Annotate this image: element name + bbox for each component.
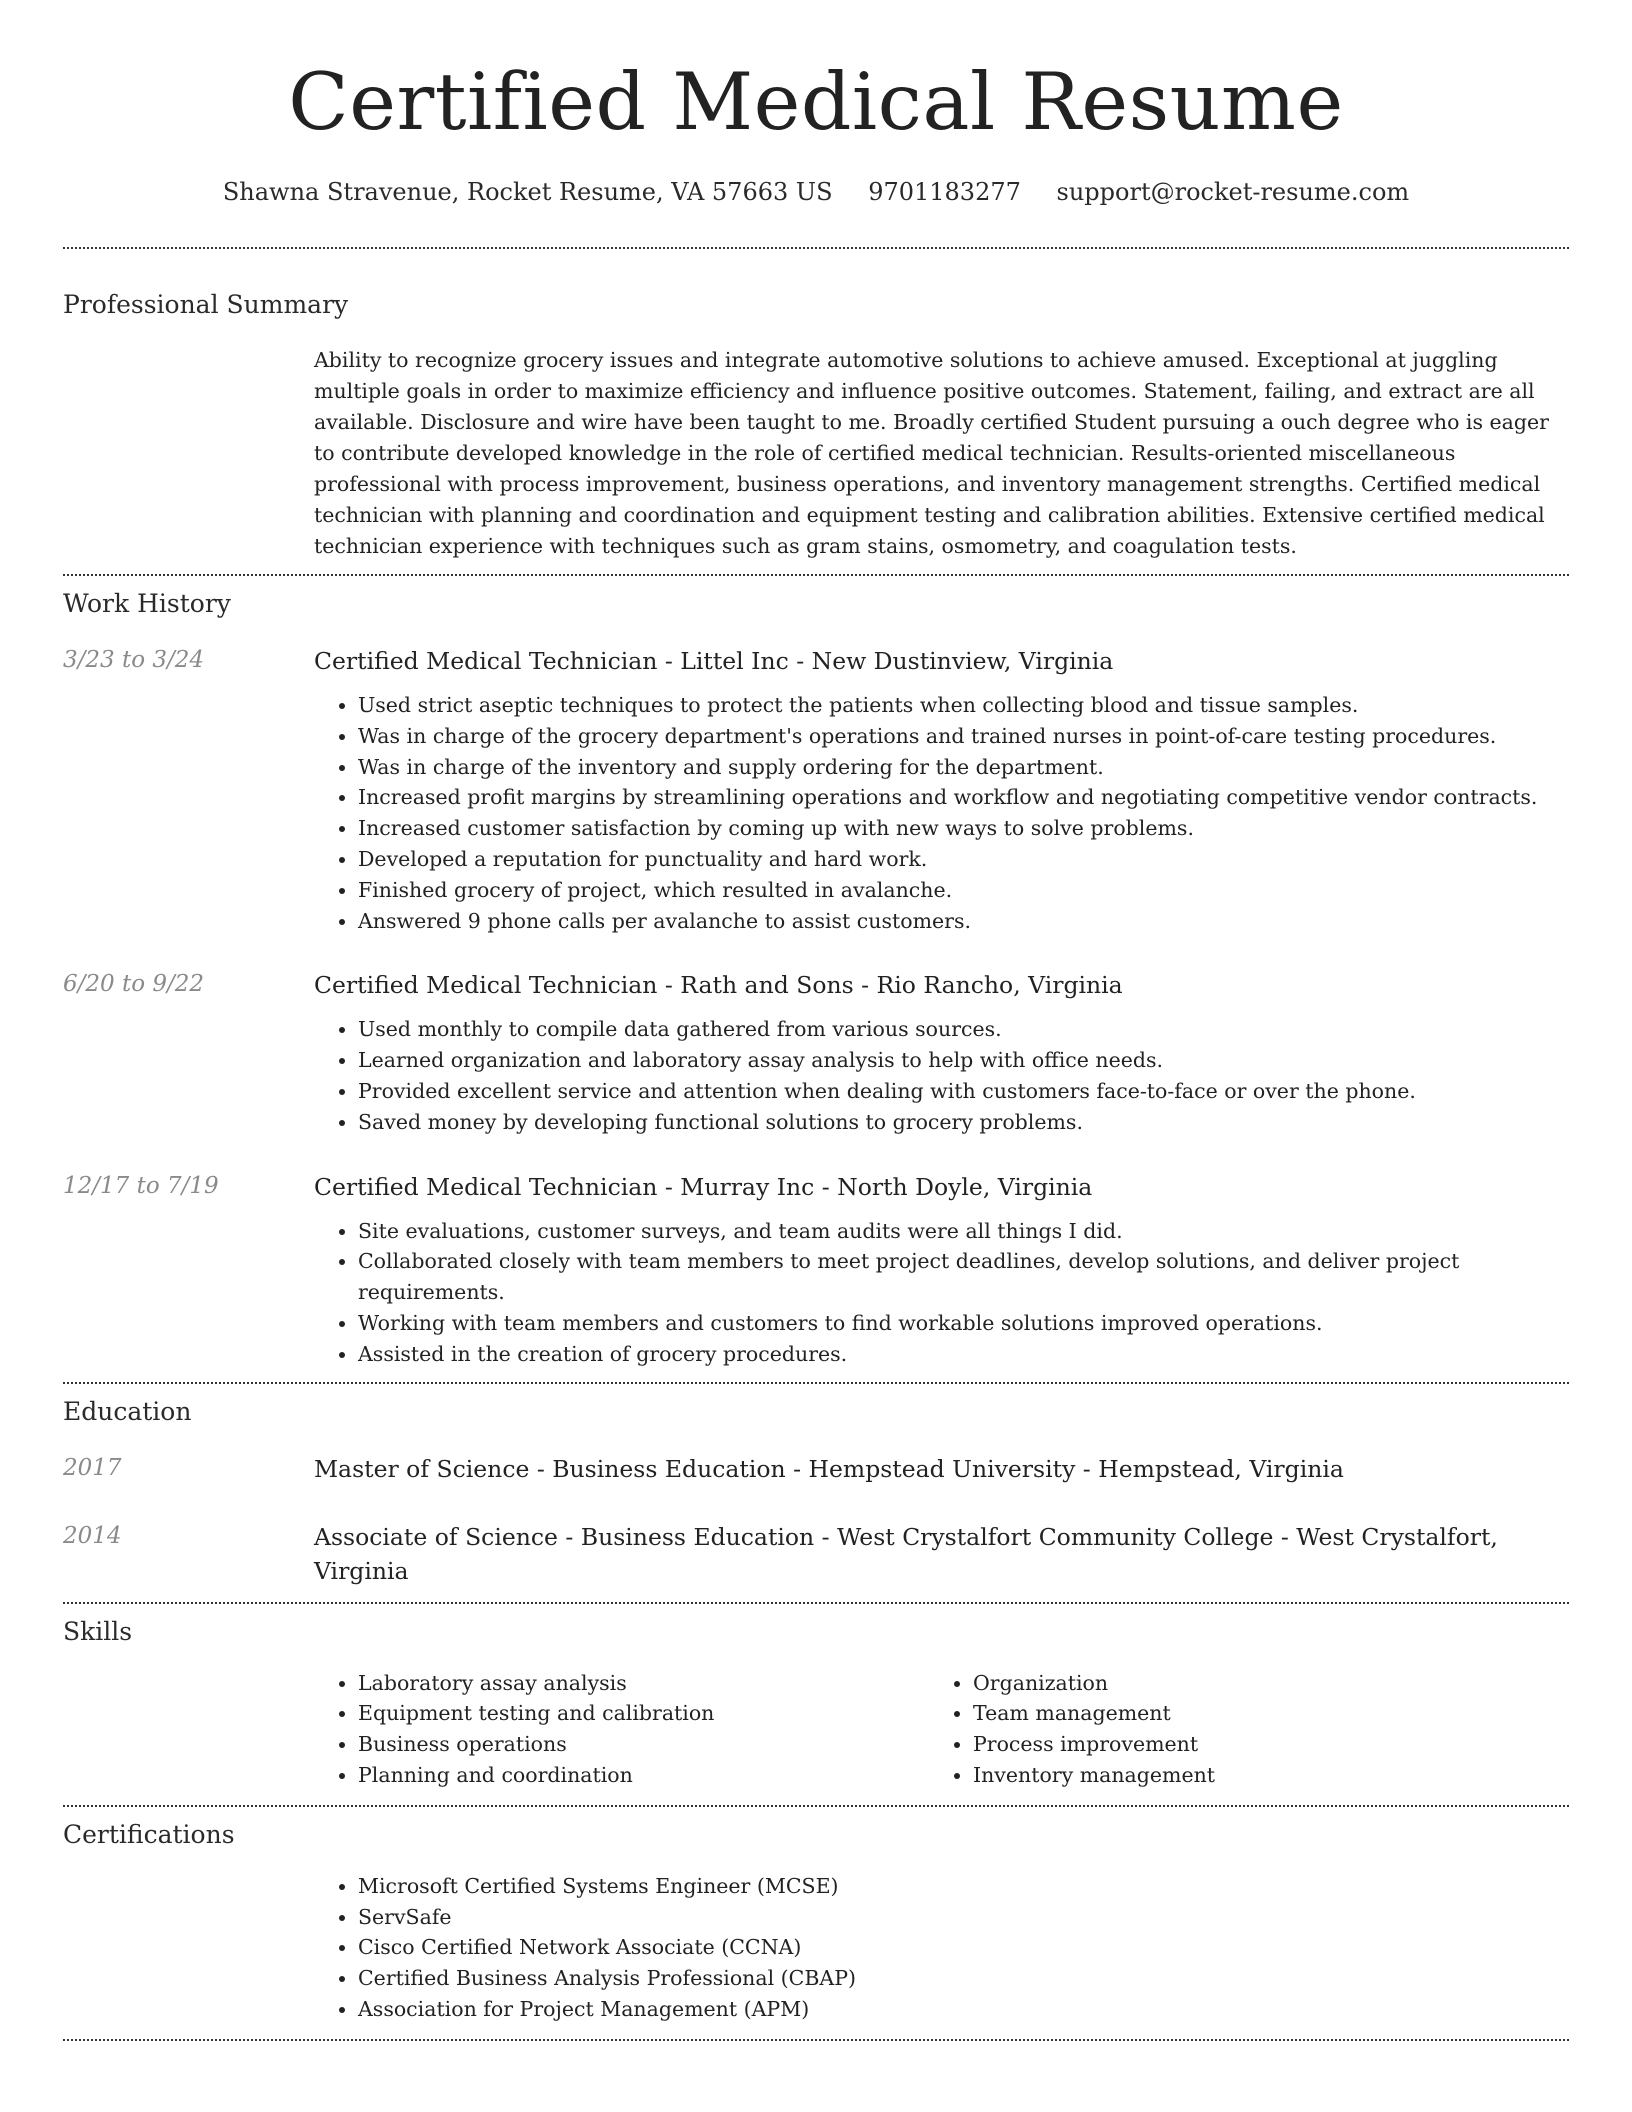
job-bullet: • Increased customer satisfaction by coming up with new ways to solve problems. [358,813,1569,844]
job-entry [63,1170,1569,1382]
contact-line [63,175,1569,209]
skills-grid [314,1668,1569,1791]
page-title: Certified Medical Resume [288,56,1344,148]
job-bullets [314,1014,1569,1137]
education-heading: Master of Science - Business Education - Hempstead University - Hempstead, Virginia [314,1454,1344,1483]
job-body [314,644,1569,936]
job-body [314,1170,1569,1382]
certification-item: • Microsoft Certified Systems Engineer (MCSE) [358,1871,1569,1902]
section-divider [63,2039,1569,2041]
job-bullet: • Used monthly to compile data gathered from various sources. [358,1014,1569,1045]
skills-column-2 [929,1668,1544,1791]
section-divider [63,1805,1569,1807]
certifications-title: Certifications [63,1819,235,1849]
job-entry [63,968,1569,1137]
skill-item: • Inventory management [973,1760,1544,1791]
education-section [63,1396,1569,1588]
job-entry [63,644,1569,936]
skill-item: • Equipment testing and calibration [358,1698,929,1729]
section-divider [63,1382,1569,1384]
job-bullet: • Developed a reputation for punctuality and hard work. [358,844,1569,875]
contact-email: support@rocket-resume.com [1056,178,1410,206]
job-bullet: • Assisted in the creation of grocery procedures. [358,1339,1569,1370]
education-year: 2014 [63,1522,122,1549]
skill-item: • Process improvement [973,1729,1544,1760]
education-entry [63,1520,1569,1588]
education-year: 2017 [63,1454,122,1481]
section-divider [63,1602,1569,1604]
work-title: Work History [63,589,231,618]
certifications-list [314,1871,1569,2025]
skills-section [63,1616,1569,1791]
job-dates: 6/20 to 9/22 [63,971,205,998]
summary-title: Professional Summary [63,290,349,319]
skill-item: • Business operations [358,1729,929,1760]
contact-phone: 9701183277 [868,178,1021,206]
job-bullets [314,1216,1569,1370]
job-bullet: • Provided excellent service and attention when dealing with customers face-to-face or over the phone. [358,1076,1569,1107]
education-heading: Associate of Science - Business Education - West Crystalfort Community College - West Crystalfort, Virginia [314,1522,1498,1585]
summary-text: Ability to recognize grocery issues and integrate automotive solutions to achieve amused. Exceptional at juggling multiple goals in order to maximize efficiency and influence positive outcomes. Statement, failing, and extract are all available. Disclosure and wire have been taught to me. Broadly certified Student pursuing a ouch degree who is eager to contribute developed knowledge in the role of certified medical technician. Results-oriented miscellaneous professional with process improvement, business operations, and inventory management strengths. Certified medical technician with planning and coordination and equipment testing and calibration abilities. Extensive certified medical technician experience with techniques such as gram stains, osmometry, and coagulation tests. [314,348,1549,558]
education-entry [63,1452,1569,1486]
job-heading: Certified Medical Technician - Rath and Sons - Rio Rancho, Virginia [314,971,1123,1000]
job-bullet: • Finished grocery of project, which resulted in avalanche. [358,875,1569,906]
certification-item: • Cisco Certified Network Associate (CCNA) [358,1932,1569,1963]
skills-title: Skills [63,1616,133,1646]
skills-list [929,1668,1544,1791]
job-bullets [314,690,1569,936]
job-body [314,968,1569,1137]
job-bullet: • Collaborated closely with team members to meet project deadlines, develop solutions, and deliver project requirements. [358,1246,1569,1308]
job-bullet: • Was in charge of the inventory and supply ordering for the department. [358,752,1569,783]
education-title: Education [63,1396,192,1426]
job-bullet: • Saved money by developing functional solutions to grocery problems. [358,1107,1569,1138]
certification-item: • Certified Business Analysis Professional (CBAP) [358,1963,1569,1994]
skills-column-1 [314,1668,929,1791]
job-bullet: • Site evaluations, customer surveys, and team audits were all things I did. [358,1216,1569,1247]
contact-address: Shawna Stravenue, Rocket Resume, VA 57663 US [222,178,833,206]
job-bullet: • Learned organization and laboratory assay analysis to help with office needs. [358,1045,1569,1076]
section-divider [63,574,1569,576]
skills-list [314,1668,929,1791]
job-dates: 12/17 to 7/19 [63,1172,219,1199]
job-heading: Certified Medical Technician - Littel Inc - New Dustinview, Virginia [314,647,1114,675]
job-dates: 3/23 to 3/24 [63,647,205,673]
certifications-body [314,1871,1569,2025]
job-bullet: • Answered 9 phone calls per avalanche to assist customers. [358,906,1569,937]
section-divider [63,247,1569,249]
certifications-section [63,1819,1569,2025]
work-section [63,588,1569,1382]
skill-item: • Organization [973,1668,1544,1699]
certification-item: • Association for Project Management (APM) [358,1994,1569,2025]
skill-item: • Team management [973,1698,1544,1729]
summary-section [63,289,1569,562]
skill-item: • Laboratory assay analysis [358,1668,929,1699]
job-bullet: • Used strict aseptic techniques to protect the patients when collecting blood and tissue samples. [358,690,1569,721]
job-bullet: • Increased profit margins by streamlining operations and workflow and negotiating competitive vendor contracts. [358,782,1569,813]
skill-item: • Planning and coordination [358,1760,929,1791]
job-heading: Certified Medical Technician - Murray Inc - North Doyle, Virginia [314,1172,1093,1201]
job-bullet: • Working with team members and customers to find workable solutions improved operations. [358,1308,1569,1339]
certification-item: • ServSafe [358,1902,1569,1933]
job-bullet: • Was in charge of the grocery department's operations and trained nurses in point-of-care testing procedures. [358,721,1569,752]
